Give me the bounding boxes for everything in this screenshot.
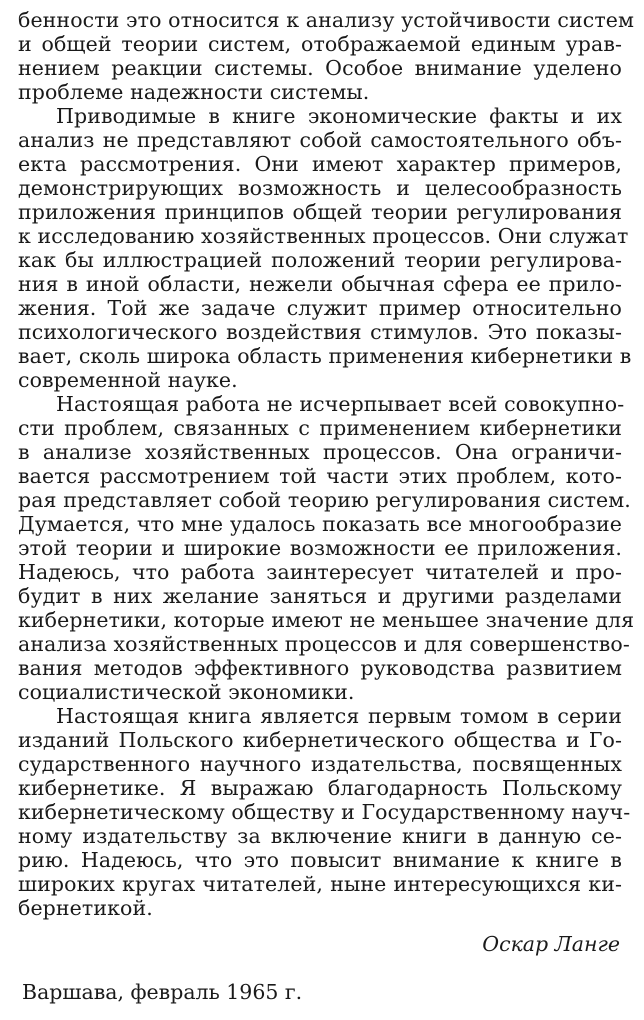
text-line: как бы иллюстрацией положений теории регулирова- xyxy=(18,248,622,272)
text-line: ния в иной области, нежели обычная сфера ее прило- xyxy=(18,272,622,296)
text-line: анализа хозяйственных процессов и для совершенство- xyxy=(18,632,630,656)
text-line: бенности это относится к анализу устойчивости систем xyxy=(18,8,635,32)
text-line: проблеме надежности системы. xyxy=(18,80,370,104)
text-line: Надеюсь, что работа заинтересует читателей и про- xyxy=(18,560,622,584)
text-line: вает, сколь широка область применения кибернетики в xyxy=(18,344,632,368)
text-line: Думается, что мне удалось показать все многообразие xyxy=(18,512,622,536)
text-line: вается рассмотрением той части этих проблем, кото- xyxy=(18,464,622,488)
paragraph-first-line: Настоящая работа не исчерпывает всей совокупно- xyxy=(56,392,625,416)
text-line: сударственного научного издательства, посвященных xyxy=(18,752,622,776)
text-line: сти проблем, связанных с применением кибернетики xyxy=(18,416,622,440)
author-signature: Оскар Ланге xyxy=(482,932,620,956)
text-line: демонстрирующих возможность и целесообразность xyxy=(18,176,622,200)
text-line: современной науке. xyxy=(18,368,238,392)
text-line: широких кругах читателей, ныне интересующихся ки- xyxy=(18,872,622,896)
text-line: бернетикой. xyxy=(18,896,153,920)
text-line: кибернетики, которые имеют не меньшее значение для xyxy=(18,608,635,632)
text-line: социалистической экономики. xyxy=(18,680,355,704)
text-line: к исследованию хозяйственных процессов. Они служат xyxy=(18,224,629,248)
text-line: и общей теории систем, отображаемой единым урав- xyxy=(18,32,622,56)
paragraph-first-line: Приводимые в книге экономические факты и их xyxy=(56,104,622,128)
text-line: рию. Надеюсь, что это повысит внимание к книге в xyxy=(18,848,622,872)
text-line: будит в них желание заняться и другими разделами xyxy=(18,584,622,608)
text-line: приложения принципов общей теории регулирования xyxy=(18,200,622,224)
paragraph-first-line: Настоящая книга является первым томом в серии xyxy=(56,704,622,728)
text-line: этой теории и широкие возможности ее приложения. xyxy=(18,536,622,560)
text-line: ному издательству за включение книги в данную се- xyxy=(18,824,622,848)
text-line: в анализе хозяйственных процессов. Она ограничи- xyxy=(18,440,622,464)
place-and-date: Варшава, февраль 1965 г. xyxy=(22,980,303,1004)
text-line: екта рассмотрения. Они имеют характер примеров, xyxy=(18,152,622,176)
text-line: жения. Той же задаче служит пример относительно xyxy=(18,296,622,320)
text-line: анализ не представляют собой самостоятельного объ- xyxy=(18,128,622,152)
text-line: психологического воздействия стимулов. Это показы- xyxy=(18,320,622,344)
text-line: нением реакции системы. Особое внимание уделено xyxy=(18,56,622,80)
text-line: кибернетике. Я выражаю благодарность Польскому xyxy=(18,776,622,800)
text-line: вания методов эффективного руководства развитием xyxy=(18,656,622,680)
text-line: изданий Польского кибернетического общества и Го- xyxy=(18,728,622,752)
text-line: кибернетическому обществу и Государственному науч- xyxy=(18,800,631,824)
text-line: рая представляет собой теорию регулирования систем. xyxy=(18,488,631,512)
